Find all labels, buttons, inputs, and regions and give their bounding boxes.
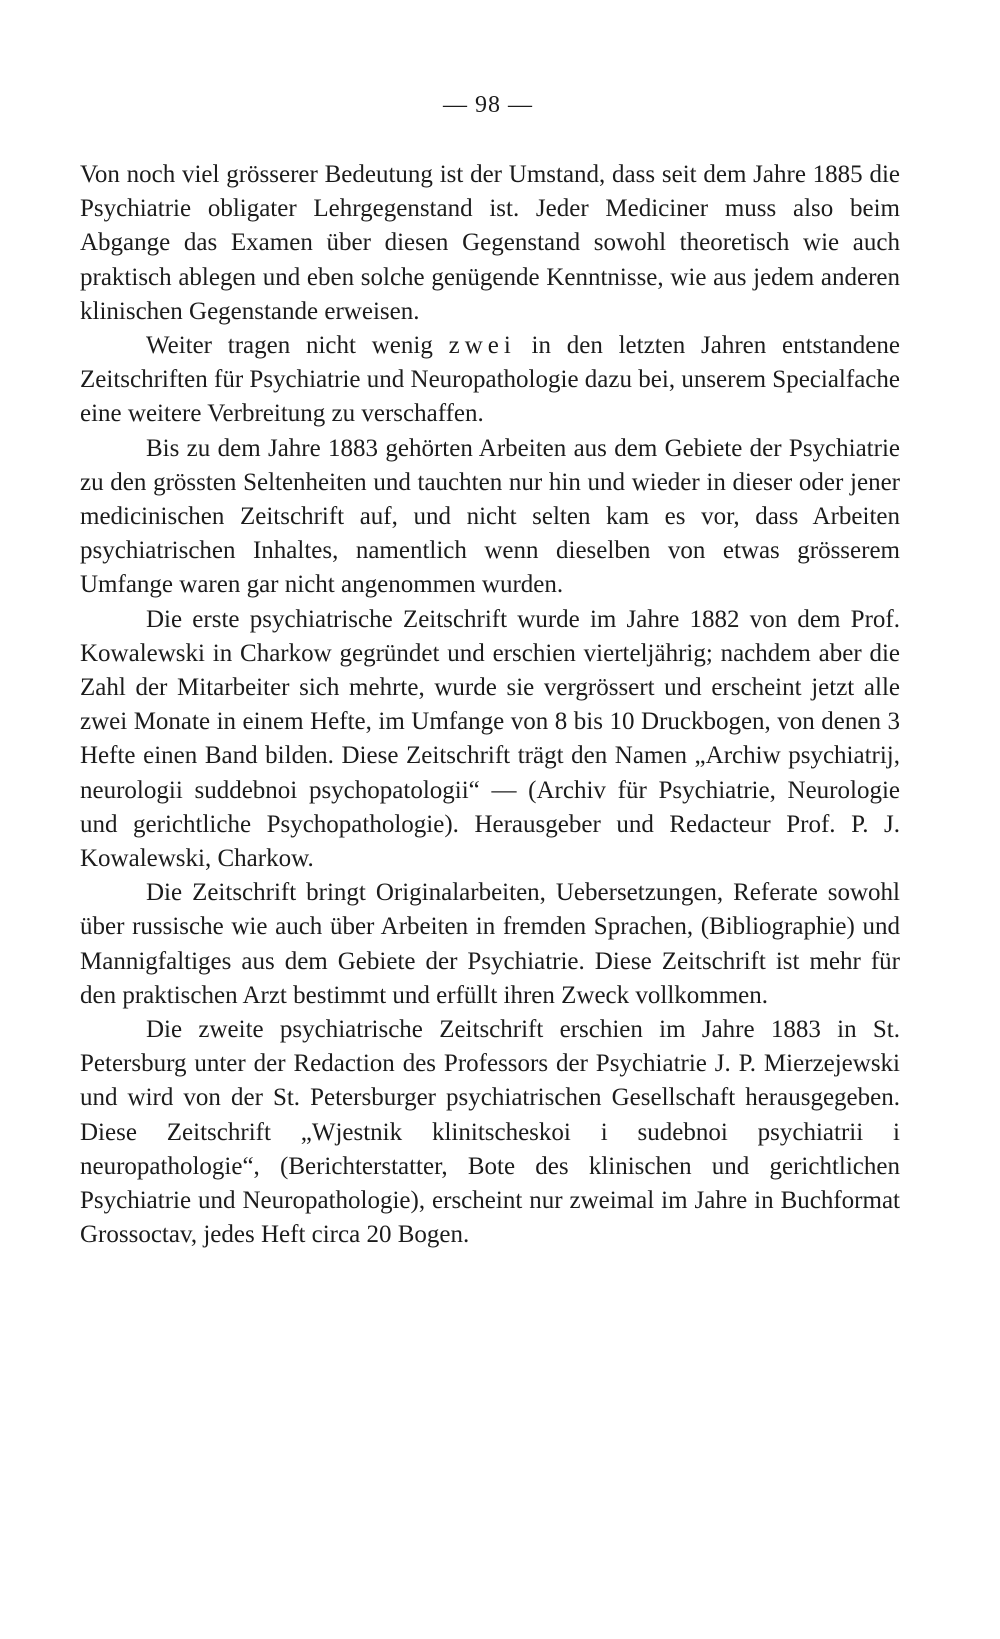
paragraph-journal-contents: Die Zeitschrift bringt Originalarbeiten, Uebersetzungen, Referate sowohl über russische wie auch über Arbeiten in fremden Sprachen, (Bibliographie) und Mannigfaltiges aus dem Gebiete der Psychiatrie. Diese Zeitschrift ist mehr für den praktischen Arzt bestimmt und erfüllt ihren Zweck vollkommen. — [80, 879, 900, 1009]
paragraph-before-1883: Bis zu dem Jahre 1883 gehörten Arbeiten aus dem Gebiete der Psychiatrie zu den grössten Seltenheiten und tauchten nur hin und wieder in dieser oder jener medicinischen Zeitschrift auf, und nicht selten kam es vor, dass Arbeiten psychiatrischen Inhaltes, namentlich wenn dieselben von etwas grösserem Umfange waren gar nicht angenommen wurden. — [80, 434, 900, 599]
body-text — [80, 158, 900, 1253]
paragraph-two-journals-start: Weiter tragen nicht wenig — [146, 332, 449, 360]
emphasis-zwei: zwei — [448, 332, 516, 360]
paragraph-two-journals — [80, 329, 900, 432]
page-number: — 98 — — [443, 92, 533, 118]
paragraph-first-journal: Die erste psychiatrische Zeitschrift wurde im Jahre 1882 von dem Prof. Kowalewski in Charkow gegründet und erschien vierteljährig; nachdem aber die Zahl der Mitarbeiter sich mehrte, wurde sie vergrössert und erscheint jetzt alle zwei Monate in einem Hefte, im Umfange von 8 bis 10 Druckbogen, von denen 3 Hefte einen Band bilden. Diese Zeitschrift trägt den Namen „Archiw psychiatrij, neurologii suddebnoi psychopatologii“ — (Archiv für Psychiatrie, Neurologie und gerichtliche Psychopathologie). Herausgeber und Redacteur Prof. P. J. Kowalewski, Charkow. — [80, 605, 900, 873]
paragraph-second-journal: Die zweite psychiatrische Zeitschrift erschien im Jahre 1883 in St. Petersburg unter der Redaction des Professors der Psychiatrie J. P. Mierzejewski und wird von der St. Petersburger psychiatrischen Gesellschaft herausgegeben. Diese Zeitschrift „Wjestnik klinitscheskoi i sudebnoi psychiatrii i neuropathologie“, (Berichterstatter, Bote des klinischen und gerichtlichen Psychiatrie und Neuropathologie), erscheint nur zweimal im Jahre in Buchformat Grossoctav, jedes Heft circa 20 Bogen. — [80, 1016, 900, 1249]
paragraph-examination: Von noch viel grösserer Bedeutung ist der Umstand, dass seit dem Jahre 1885 die Psychiatrie obligater Lehrgegenstand ist. Jeder Mediciner muss also beim Abgange das Examen über diesen Gegenstand sowohl theoretisch wie auch praktisch ablegen und eben solche genügende Kenntnisse, wie aus jedem anderen klinischen Gegenstande erweisen. — [80, 161, 900, 325]
paragraph-two-journals-end: in den letzten Jahren entstandene Zeitschriften für Psychiatrie und Neuropathologie dazu bei, unserem Specialfache eine weitere Verbreitung zu verschaffen. — [80, 332, 901, 428]
